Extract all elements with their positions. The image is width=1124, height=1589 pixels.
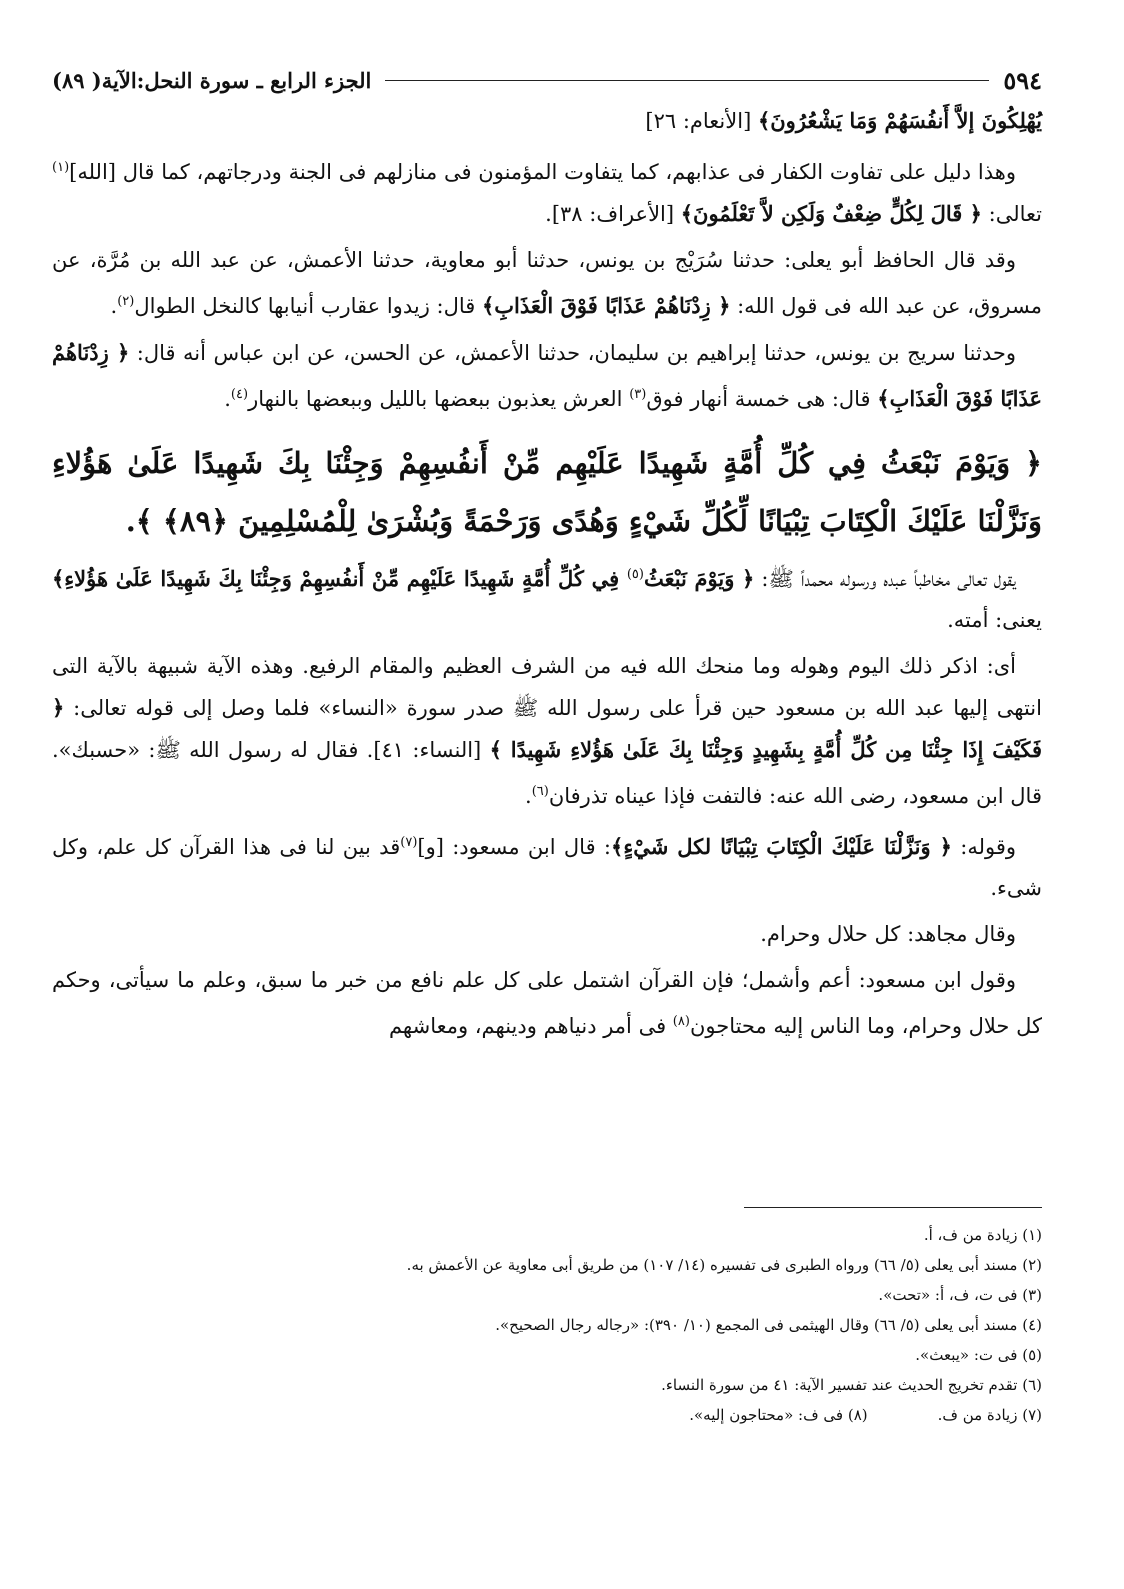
footnote-1: (١) زيادة من ف، أ. — [923, 1226, 1042, 1244]
quran-quote: ﴿ زِدْنَاهُمْ عَذَابًا فَوْقَ الْعَذَابِ﴾ — [481, 293, 731, 318]
verse-heading: ﴿ وَيَوْمَ نَبْعَثُ فِي كُلِّ أُمَّةٍ شَهِيدًا عَلَيْهِم مِّنْ أَنفُسِهِمْ وَجِئْنَا بِكَ شَهِيدًا عَلَىٰ هَؤُلاءِ وَنَزَّلْنَا عَلَيْكَ الْكِتَابَ تِبْيَانًا لِّكُلِّ شَيْءٍ وَهُدًى وَرَحْمَةً وَبُشْرَىٰ لِلْمُسْلِمِينَ ﴿٨٩﴾ ﴾. — [52, 446, 1042, 538]
paragraph-6 — [52, 822, 1042, 909]
paragraph-2 — [52, 240, 1042, 327]
text-run: وحدثنا سريج بن يونس، حدثنا إبراهيم بن سليمان، حدثنا الأعمش، عن الحسن، عن ابن عباس أنه قال: — [129, 341, 1016, 365]
paragraph-3 — [52, 332, 1042, 420]
text-run: . — [224, 387, 231, 411]
footnote-6: (٦) تقدم تخريج الحديث عند تفسير الآية: ٤١ من سورة النساء. — [661, 1376, 1042, 1394]
text-run: أى: اذكر ذلك اليوم وهوله وما منحك الله فيه من الشرف العظيم والمقام الرفيع. وهذه الآية شبيهة بالآية التى انتهى إليها عبد الله بن مسعود حين قرأ على رسول الله ﷺ صدر سورة «النساء» فلما وصل إلى قوله تعالى: — [52, 654, 1042, 720]
footnote-ref: (٦) — [531, 784, 549, 799]
footnotes — [52, 1207, 1042, 1430]
quran-quote: ﴿ وَنَزَّلْنَا عَلَيْكَ الْكِتَابَ تِبْيَانًا لكل شَيْءٍ﴾ — [611, 834, 952, 859]
quran-quote: ﴿ زِدْنَاهُمْ عَذَابًا فَوْقَ الْعَذَابِ﴾ — [52, 340, 1042, 411]
footnote-2: (٢) مسند أبى يعلى (٥/ ٦٦) ورواه الطبرى فى تفسيره (١٤/ ١٠٧) من طريق أبى معاوية عن الأعمش به. — [406, 1256, 1042, 1274]
quran-quote: فِي كُلِّ أُمَّةٍ شَهِيدًا عَلَيْهِم مِّنْ أَنفُسِهِمْ وَجِئْنَا بِكَ شَهِيدًا عَلَىٰ هَؤُلاءِ﴾ — [52, 566, 627, 591]
text-run: وقول ابن مسعود: أعم وأشمل؛ فإن القرآن اشتمل على كل علم نافع من خبر ما سبق، وعلم ما سيأتى، وحكم كل حلال وحرام، وما الناس إليه محتاجون — [52, 968, 1042, 1038]
text-run: يقول تعالى مخاطباً عبده ورسوله محمداً ﷺ: — [754, 567, 1016, 591]
footnote-ref: (٥) — [626, 567, 644, 582]
text-run: . — [110, 294, 118, 318]
quran-quote: يُهْلِكُونَ إلاَّ أَنفُسَهُمْ وَمَا يَشْعُرُونَ﴾ — [757, 108, 1042, 133]
page-header — [52, 60, 1042, 100]
footnote-ref: (٨) — [672, 1014, 690, 1029]
footnote-8: (٨) فى ف: «محتاجون إليه». — [689, 1406, 868, 1424]
text-run: وقد قال الحافظ أبو يعلى: حدثنا سُرَيْج بن يونس، حدثنا أبو معاوية، حدثنا الأعمش، عن عبد الله بن مُرَّة، عن مسروق، عن عبد الله فى قول الله: — [52, 248, 1042, 318]
text-run: فى أمر دنياهم ودينهم، ومعاشهم — [388, 1014, 673, 1038]
citation: [الأعراف: ٣٨]. — [545, 202, 681, 226]
text-run: يعنى: أمته. — [947, 608, 1042, 632]
text-run: وهذا دليل على تفاوت الكفار فى عذابهم، كما يتفاوت المؤمنون فى منازلهم فى الجنة ودرجاتهم، كما قال [الله] — [69, 160, 1016, 184]
text-run: قال: هى خمسة أنهار فوق — [646, 387, 878, 411]
text-run: وقوله: — [951, 835, 1017, 859]
text-run: العرش يعذبون ببعضها بالليل وببعضها بالنهار — [248, 387, 630, 411]
footnote-3: (٣) فى ت، ف، أ: «تحت». — [878, 1286, 1042, 1304]
running-title: الجزء الرابع ـ سورة النحل:الآية( ٨٩) — [52, 67, 372, 93]
footnote-ref: (١) — [52, 160, 70, 175]
paragraph-1 — [52, 147, 1042, 235]
footnote-7: (٧) زيادة من ف. — [937, 1406, 1042, 1424]
citation: [الأنعام: ٢٦] — [645, 109, 758, 133]
footnote-ref: (٤) — [230, 387, 249, 402]
header-rule — [385, 80, 989, 81]
page-number: ٥٩٤ — [1003, 65, 1042, 95]
footnote-rule — [744, 1207, 1042, 1208]
quran-quote: ﴿ قَالَ لِكُلٍّ ضِعْفٌ وَلَكِن لاَّ تَعْلَمُونَ﴾ — [680, 201, 982, 226]
text-run: [النساء: ٤١]. فقال له رسول الله ﷺ: «حسبك». قال ابن مسعود، رضى الله عنه: فالتفت فإذا عيناه تذرفان — [52, 738, 1042, 808]
quran-quote: ﴿ فَكَيْفَ إِذَا جِئْنَا مِن كُلِّ أُمَّةٍ بِشَهِيدٍ وَجِئْنَا بِكَ عَلَىٰ هَؤُلاءِ شَهِيدًا ﴾ — [52, 695, 1043, 762]
text-run: : قال ابن مسعود: [و] — [417, 835, 612, 859]
text-run: قال: زيدوا عقارب أنيابها كالنخل الطوال — [134, 294, 482, 318]
footnote-ref: (٧) — [400, 835, 418, 850]
paragraph-5 — [52, 646, 1042, 817]
footnote-4: (٤) مسند أبى يعلى (٥/ ٦٦) وقال الهيثمى فى المجمع (١٠/ ٣٩٠): «رجاله رجال الصحيح». — [495, 1316, 1042, 1334]
footnote-ref: (٢) — [117, 294, 135, 309]
paragraph-8 — [52, 960, 1042, 1047]
paragraph-0 — [52, 100, 1042, 142]
quran-quote: ﴿ وَيَوْمَ نَبْعَثُ — [643, 566, 755, 591]
text-run: قد بين لنا فى هذا القرآن كل علم، وكل شىء. — [52, 835, 1042, 900]
footnote-row — [52, 1400, 1042, 1430]
footnote-ref: (٣) — [629, 387, 647, 402]
footnote-5: (٥) فى ت: «يبعث». — [915, 1346, 1042, 1364]
paragraph-4 — [52, 554, 1042, 641]
text-run: . — [525, 784, 532, 808]
paragraph-7: وقال مجاهد: كل حلال وحرام. — [760, 922, 1016, 946]
text-run: تعالى: — [981, 202, 1042, 226]
